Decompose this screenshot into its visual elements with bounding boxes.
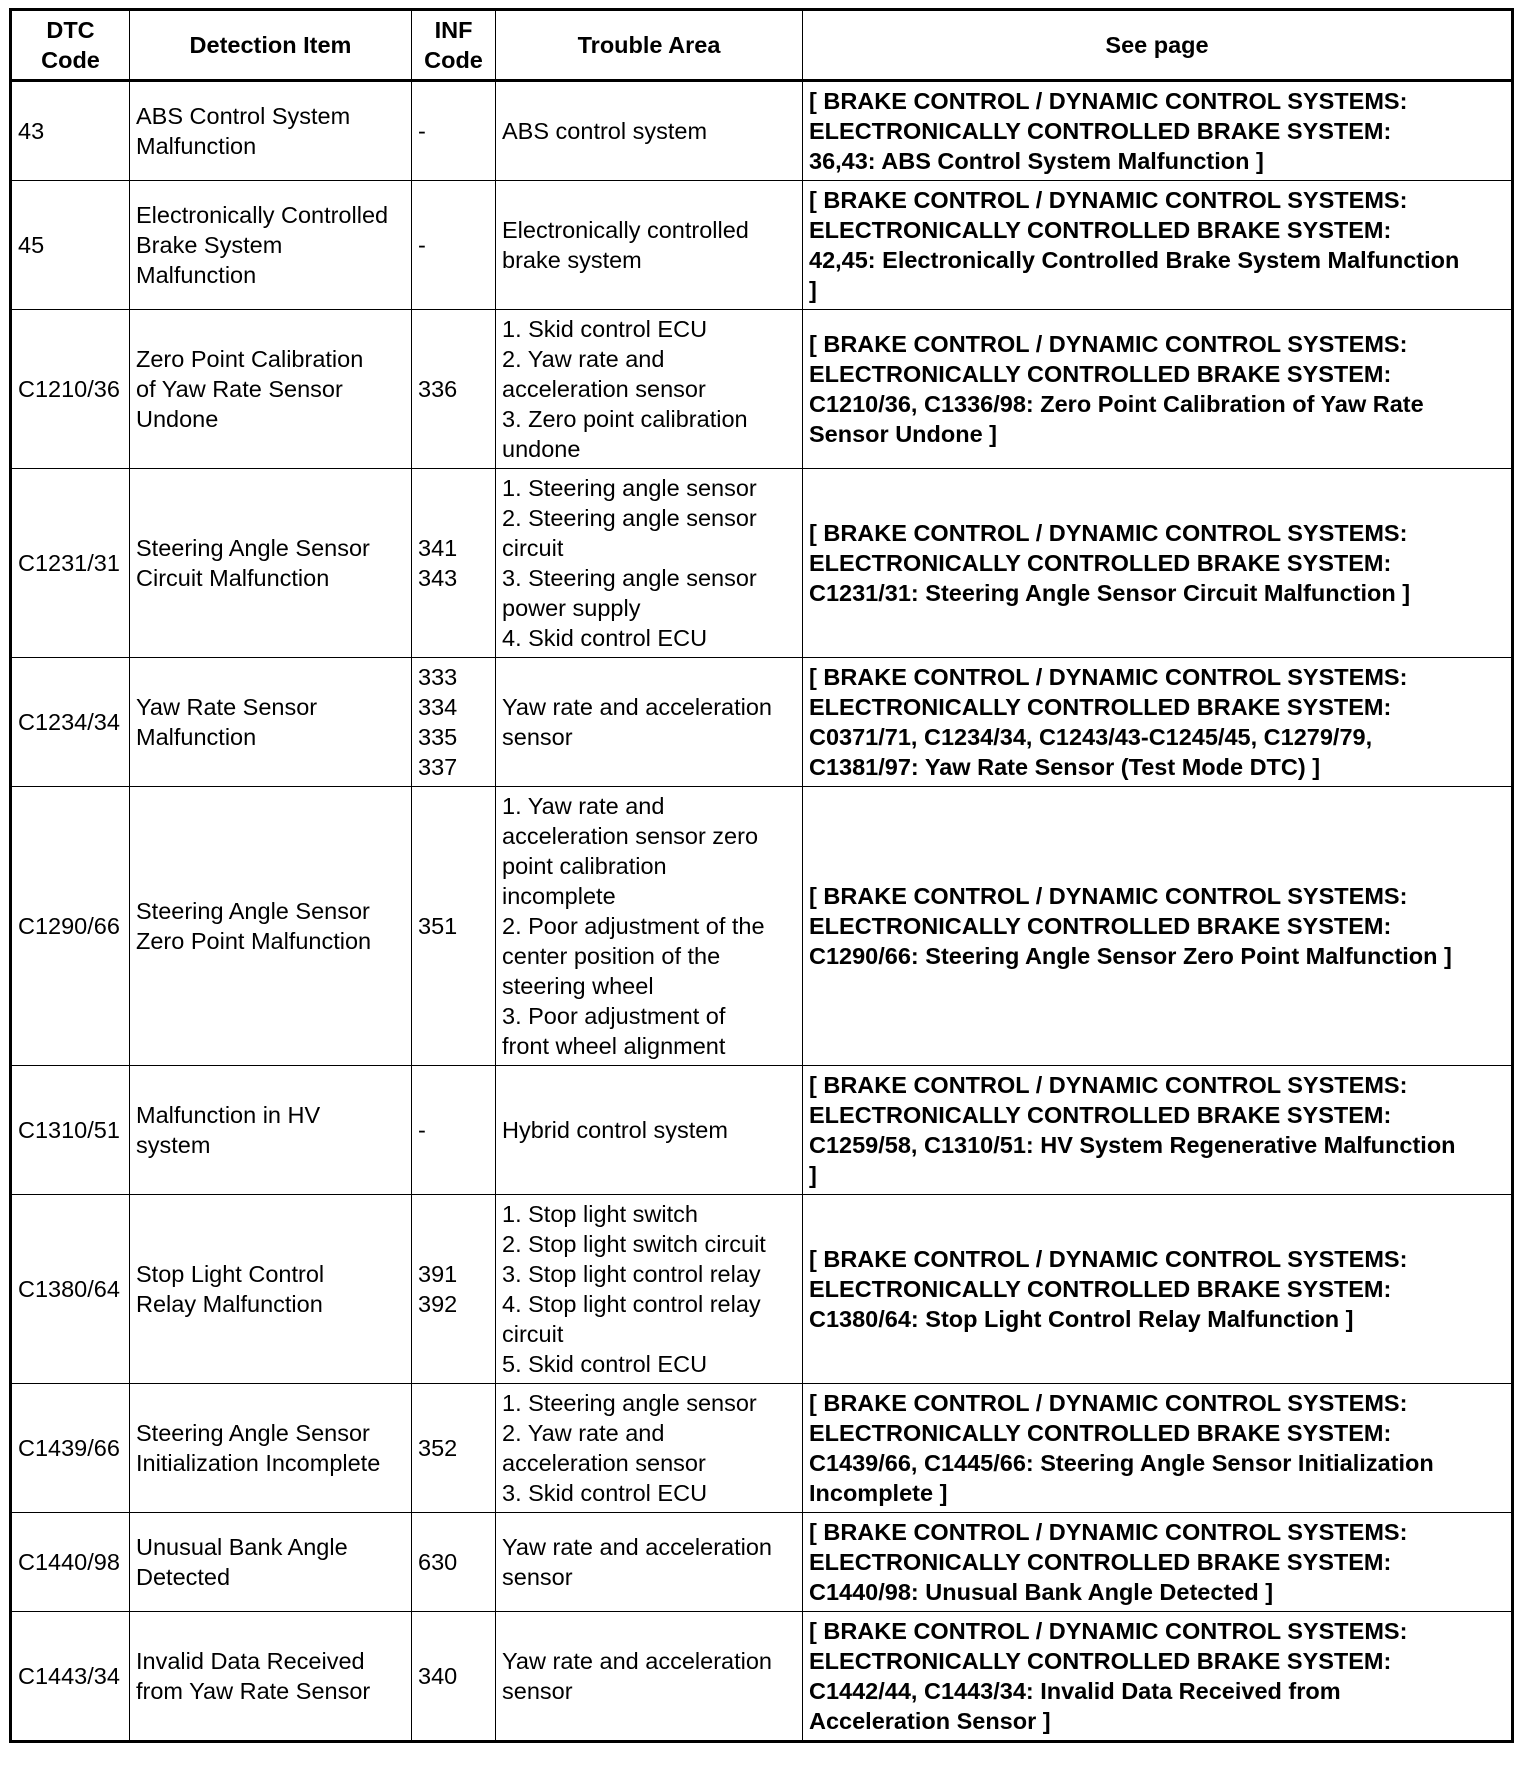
see-page-line: ] (809, 1162, 817, 1188)
detection-item-cell (130, 310, 412, 469)
inf-code-line: 351 (418, 913, 458, 939)
table-row (11, 310, 1513, 469)
see-page-line: [ BRAKE CONTROL / DYNAMIC CONTROL SYSTEMS: (809, 1072, 1408, 1098)
see-page-line: ELECTRONICALLY CONTROLLED BRAKE SYSTEM: (809, 550, 1392, 576)
trouble-area-line: 3. Skid control ECU (502, 1480, 708, 1506)
see-page-line: ELECTRONICALLY CONTROLLED BRAKE SYSTEM: (809, 694, 1392, 720)
see-page-cell (803, 1195, 1513, 1384)
detection-item-line: Zero Point Calibration (136, 346, 364, 372)
inf-code-line: 335 (418, 724, 458, 750)
inf-code-line: 391 (418, 1261, 458, 1287)
trouble-area-line: Yaw rate and acceleration (502, 694, 772, 720)
detection-item-line: Detected (136, 1564, 231, 1590)
detection-item-cell (130, 1513, 412, 1612)
see-page-line: C1290/66: Steering Angle Sensor Zero Point Malfunction ] (809, 943, 1452, 969)
inf-code-line: 392 (418, 1291, 458, 1317)
trouble-area-cell (496, 787, 803, 1066)
detection-item-line: Malfunction in HV (136, 1102, 321, 1128)
inf-code-line: 343 (418, 565, 458, 591)
see-page-line: C1231/31: Steering Angle Sensor Circuit Malfunction ] (809, 580, 1411, 606)
trouble-area-line: Yaw rate and acceleration (502, 1534, 772, 1560)
detection-item-line: from Yaw Rate Sensor (136, 1678, 371, 1704)
trouble-area-line: point calibration (502, 853, 667, 879)
table-row (11, 1384, 1513, 1513)
detection-item-line: ABS Control System (136, 103, 351, 129)
trouble-area-line: 3. Poor adjustment of (502, 1003, 726, 1029)
table-row (11, 787, 1513, 1066)
trouble-area-cell (496, 1066, 803, 1195)
detection-item-line: Circuit Malfunction (136, 565, 330, 591)
see-page-line: C1440/98: Unusual Bank Angle Detected ] (809, 1579, 1274, 1605)
detection-item-cell (130, 81, 412, 181)
header-inf-code (412, 10, 496, 81)
see-page-line: [ BRAKE CONTROL / DYNAMIC CONTROL SYSTEMS: (809, 1519, 1408, 1545)
trouble-area-line: 2. Yaw rate and (502, 1420, 665, 1446)
see-page-line: ELECTRONICALLY CONTROLLED BRAKE SYSTEM: (809, 1648, 1392, 1674)
trouble-area-line: 2. Stop light switch circuit (502, 1231, 766, 1257)
inf-code-line: 630 (418, 1549, 458, 1575)
see-page-cell (803, 787, 1513, 1066)
trouble-area-line: acceleration sensor (502, 1450, 706, 1476)
detection-item-line: Electronically Controlled (136, 202, 389, 228)
trouble-area-line: undone (502, 436, 581, 462)
trouble-area-line: brake system (502, 247, 642, 273)
inf-code-cell (412, 469, 496, 658)
table-row (11, 81, 1513, 181)
inf-code-cell (412, 658, 496, 787)
trouble-area-line: acceleration sensor zero (502, 823, 759, 849)
trouble-area-line: 3. Stop light control relay (502, 1261, 761, 1287)
trouble-area-cell (496, 469, 803, 658)
detection-item-line: Malfunction (136, 724, 257, 750)
detection-item-cell (130, 1066, 412, 1195)
table-body (11, 81, 1513, 1742)
inf-code-line: 341 (418, 535, 458, 561)
header-dtc-line: DTC (46, 17, 95, 43)
table-row (11, 469, 1513, 658)
table-row (11, 1195, 1513, 1384)
inf-code-line: 334 (418, 694, 458, 720)
detection-item-line: Stop Light Control (136, 1261, 325, 1287)
trouble-area-line: sensor (502, 1678, 573, 1704)
detection-item-line: Yaw Rate Sensor (136, 694, 318, 720)
see-page-line: ELECTRONICALLY CONTROLLED BRAKE SYSTEM: (809, 1276, 1392, 1302)
dtc-code-cell: C1310/51 (11, 1066, 130, 1195)
trouble-area-line: sensor (502, 724, 573, 750)
header-dtc-line: Code (41, 47, 100, 73)
detection-item-line: Steering Angle Sensor (136, 535, 370, 561)
inf-code-cell (412, 1612, 496, 1742)
see-page-line: C1210/36, C1336/98: Zero Point Calibration of Yaw Rate (809, 391, 1424, 417)
see-page-cell (803, 81, 1513, 181)
see-page-line: [ BRAKE CONTROL / DYNAMIC CONTROL SYSTEMS: (809, 187, 1408, 213)
see-page-line: [ BRAKE CONTROL / DYNAMIC CONTROL SYSTEMS: (809, 88, 1408, 114)
trouble-area-line: Electronically controlled (502, 217, 749, 243)
inf-code-cell (412, 787, 496, 1066)
trouble-area-line: 2. Poor adjustment of the (502, 913, 765, 939)
detection-item-cell (130, 658, 412, 787)
see-page-line: ELECTRONICALLY CONTROLLED BRAKE SYSTEM: (809, 1102, 1392, 1128)
inf-code-cell (412, 1195, 496, 1384)
see-page-line: Incomplete ] (809, 1480, 948, 1506)
see-page-cell (803, 1612, 1513, 1742)
dtc-code-cell: C1380/64 (11, 1195, 130, 1384)
detection-item-cell (130, 1384, 412, 1513)
table-row (11, 658, 1513, 787)
trouble-area-line: 1. Stop light switch (502, 1201, 698, 1227)
trouble-area-line: acceleration sensor (502, 376, 706, 402)
inf-code-line: - (418, 118, 426, 144)
inf-code-line: 337 (418, 754, 458, 780)
see-page-line: Sensor Undone ] (809, 421, 998, 447)
detection-item-line: Malfunction (136, 133, 257, 159)
trouble-area-line: 1. Steering angle sensor (502, 1390, 757, 1416)
trouble-area-cell (496, 1612, 803, 1742)
trouble-area-line: sensor (502, 1564, 573, 1590)
see-page-line: ] (809, 277, 817, 303)
dtc-code-cell: C1439/66 (11, 1384, 130, 1513)
inf-code-cell (412, 81, 496, 181)
inf-code-line: - (418, 1117, 426, 1143)
detection-item-line: Steering Angle Sensor (136, 898, 370, 924)
dtc-code-cell: C1234/34 (11, 658, 130, 787)
see-page-line: C0371/71, C1234/34, C1243/43-C1245/45, C1279/79, (809, 724, 1373, 750)
trouble-area-line: 4. Skid control ECU (502, 625, 708, 651)
see-page-line: [ BRAKE CONTROL / DYNAMIC CONTROL SYSTEMS: (809, 331, 1408, 357)
header-dtc-code (11, 10, 130, 81)
see-page-line: [ BRAKE CONTROL / DYNAMIC CONTROL SYSTEMS: (809, 1618, 1408, 1644)
trouble-area-cell (496, 658, 803, 787)
detection-item-line: of Yaw Rate Sensor (136, 376, 343, 402)
see-page-line: ELECTRONICALLY CONTROLLED BRAKE SYSTEM: (809, 1420, 1392, 1446)
see-page-line: ELECTRONICALLY CONTROLLED BRAKE SYSTEM: (809, 118, 1392, 144)
inf-code-cell (412, 1066, 496, 1195)
inf-code-cell (412, 1384, 496, 1513)
header-detection-item: Detection Item (130, 10, 412, 81)
detection-item-cell (130, 787, 412, 1066)
header-inf-line: Code (424, 47, 483, 73)
trouble-area-line: power supply (502, 595, 641, 621)
see-page-line: [ BRAKE CONTROL / DYNAMIC CONTROL SYSTEMS: (809, 1246, 1408, 1272)
trouble-area-cell (496, 310, 803, 469)
header-see-page: See page (803, 10, 1513, 81)
detection-item-cell (130, 469, 412, 658)
trouble-area-line: 1. Steering angle sensor (502, 475, 757, 501)
trouble-area-line: 1. Yaw rate and (502, 793, 665, 819)
dtc-code-cell: 45 (11, 181, 130, 310)
header-row (11, 10, 1513, 81)
trouble-area-line: incomplete (502, 883, 616, 909)
detection-item-line: system (136, 1132, 211, 1158)
detection-item-line: Invalid Data Received (136, 1648, 365, 1674)
table-row (11, 1612, 1513, 1742)
trouble-area-cell (496, 1513, 803, 1612)
table-row (11, 181, 1513, 310)
dtc-code-cell: C1443/34 (11, 1612, 130, 1742)
trouble-area-cell (496, 1195, 803, 1384)
inf-code-line: 333 (418, 664, 458, 690)
trouble-area-line: ABS control system (502, 118, 708, 144)
trouble-area-cell (496, 1384, 803, 1513)
trouble-area-line: 1. Skid control ECU (502, 316, 708, 342)
detection-item-line: Initialization Incomplete (136, 1450, 381, 1476)
inf-code-cell (412, 1513, 496, 1612)
see-page-cell (803, 181, 1513, 310)
trouble-area-line: Yaw rate and acceleration (502, 1648, 772, 1674)
inf-code-line: 336 (418, 376, 458, 402)
see-page-line: Acceleration Sensor ] (809, 1708, 1051, 1734)
inf-code-line: 352 (418, 1435, 458, 1461)
see-page-line: C1442/44, C1443/34: Invalid Data Received from (809, 1678, 1341, 1704)
detection-item-cell (130, 1195, 412, 1384)
detection-item-line: Brake System (136, 232, 283, 258)
see-page-cell (803, 469, 1513, 658)
see-page-line: C1381/97: Yaw Rate Sensor (Test Mode DTC) ] (809, 754, 1321, 780)
trouble-area-line: center position of the (502, 943, 721, 969)
dtc-table (9, 8, 1514, 1743)
see-page-line: ELECTRONICALLY CONTROLLED BRAKE SYSTEM: (809, 361, 1392, 387)
see-page-cell (803, 1066, 1513, 1195)
table-row (11, 1513, 1513, 1612)
inf-code-line: 340 (418, 1663, 458, 1689)
see-page-line: 42,45: Electronically Controlled Brake System Malfunction (809, 247, 1460, 273)
dtc-code-cell: C1231/31 (11, 469, 130, 658)
detection-item-line: Steering Angle Sensor (136, 1420, 370, 1446)
see-page-line: [ BRAKE CONTROL / DYNAMIC CONTROL SYSTEMS: (809, 1390, 1408, 1416)
inf-code-cell (412, 181, 496, 310)
detection-item-line: Undone (136, 406, 219, 432)
header-inf-line: INF (434, 17, 473, 43)
see-page-cell (803, 658, 1513, 787)
dtc-code-cell: C1440/98 (11, 1513, 130, 1612)
dtc-code-cell: 43 (11, 81, 130, 181)
see-page-cell (803, 1384, 1513, 1513)
see-page-line: ELECTRONICALLY CONTROLLED BRAKE SYSTEM: (809, 913, 1392, 939)
trouble-area-line: steering wheel (502, 973, 654, 999)
trouble-area-cell (496, 81, 803, 181)
trouble-area-line: circuit (502, 535, 564, 561)
detection-item-cell (130, 181, 412, 310)
see-page-cell (803, 1513, 1513, 1612)
trouble-area-line: 3. Zero point calibration (502, 406, 748, 432)
see-page-line: [ BRAKE CONTROL / DYNAMIC CONTROL SYSTEMS: (809, 664, 1408, 690)
dtc-code-cell: C1210/36 (11, 310, 130, 469)
detection-item-cell (130, 1612, 412, 1742)
see-page-line: [ BRAKE CONTROL / DYNAMIC CONTROL SYSTEMS: (809, 883, 1408, 909)
table-row (11, 1066, 1513, 1195)
see-page-line: C1439/66, C1445/66: Steering Angle Sensor Initialization (809, 1450, 1434, 1476)
see-page-line: ELECTRONICALLY CONTROLLED BRAKE SYSTEM: (809, 217, 1392, 243)
trouble-area-line: 5. Skid control ECU (502, 1351, 708, 1377)
trouble-area-cell (496, 181, 803, 310)
detection-item-line: Malfunction (136, 262, 257, 288)
trouble-area-line: 2. Steering angle sensor (502, 505, 757, 531)
see-page-line: C1380/64: Stop Light Control Relay Malfunction ] (809, 1306, 1354, 1332)
header-trouble-area: Trouble Area (496, 10, 803, 81)
detection-item-line: Unusual Bank Angle (136, 1534, 348, 1560)
dtc-table-container (9, 8, 1511, 1743)
inf-code-cell (412, 310, 496, 469)
trouble-area-line: 4. Stop light control relay (502, 1291, 761, 1317)
detection-item-line: Zero Point Malfunction (136, 928, 372, 954)
trouble-area-line: front wheel alignment (502, 1033, 726, 1059)
trouble-area-line: 3. Steering angle sensor (502, 565, 757, 591)
detection-item-line: Relay Malfunction (136, 1291, 323, 1317)
see-page-cell (803, 310, 1513, 469)
see-page-line: ELECTRONICALLY CONTROLLED BRAKE SYSTEM: (809, 1549, 1392, 1575)
trouble-area-line: Hybrid control system (502, 1117, 728, 1143)
see-page-line: [ BRAKE CONTROL / DYNAMIC CONTROL SYSTEMS: (809, 520, 1408, 546)
see-page-line: 36,43: ABS Control System Malfunction ] (809, 148, 1264, 174)
see-page-line: C1259/58, C1310/51: HV System Regenerative Malfunction (809, 1132, 1456, 1158)
inf-code-line: - (418, 232, 426, 258)
trouble-area-line: 2. Yaw rate and (502, 346, 665, 372)
dtc-code-cell: C1290/66 (11, 787, 130, 1066)
trouble-area-line: circuit (502, 1321, 564, 1347)
